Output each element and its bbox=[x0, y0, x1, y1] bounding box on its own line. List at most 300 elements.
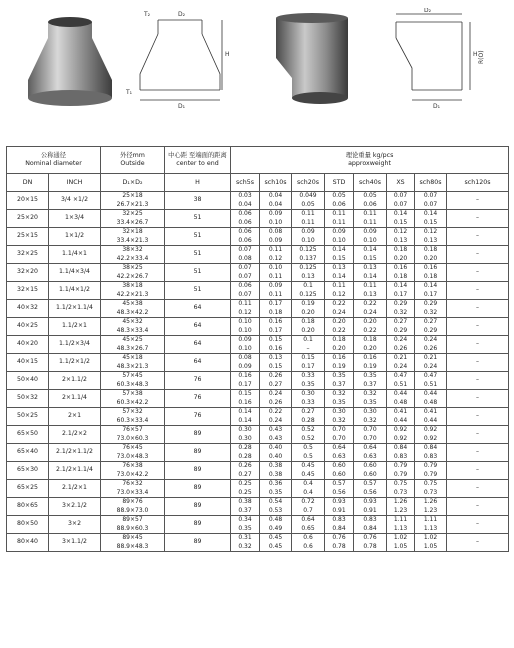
xs-cell-line-2: 0.32 bbox=[393, 308, 408, 316]
sch40s-cell-line-2: 0.35 bbox=[363, 398, 377, 406]
std-cell-line-1: 0.70 bbox=[332, 426, 346, 434]
sch80s-cell-line-2: 1.23 bbox=[423, 506, 438, 514]
xs-cell-line-1: 0.16 bbox=[393, 264, 408, 272]
std-cell bbox=[325, 210, 354, 228]
sch20s-cell bbox=[292, 516, 325, 534]
dn-cell bbox=[7, 246, 49, 264]
table-row bbox=[7, 480, 509, 498]
std-cell-line-2: 0.22 bbox=[332, 326, 346, 334]
outside-cell bbox=[101, 354, 165, 372]
std-cell bbox=[325, 300, 354, 318]
sch40s-cell bbox=[354, 462, 387, 480]
std-cell-line-1: 0.13 bbox=[332, 264, 346, 272]
sch40s-cell-line-2: 0.24 bbox=[363, 308, 377, 316]
sch10s-cell bbox=[260, 318, 292, 336]
sch5s-cell-line-2: 0.17 bbox=[238, 380, 252, 388]
sch10s-cell-line-2: 0.43 bbox=[268, 434, 283, 442]
sch5s-cell-line-1: 0.15 bbox=[238, 390, 252, 398]
sch10s-cell-line-2: 0.18 bbox=[268, 308, 283, 316]
std-cell-line-1: 0.76 bbox=[332, 534, 346, 542]
sch5s-cell-line-2: 0.09 bbox=[238, 362, 252, 370]
std-cell-line-2: 0.63 bbox=[332, 452, 346, 460]
std-cell bbox=[325, 498, 354, 516]
sch10s-cell bbox=[260, 390, 292, 408]
std-cell bbox=[325, 354, 354, 372]
h-cell bbox=[165, 426, 231, 444]
sch40s-cell-line-2: 0.15 bbox=[363, 254, 377, 262]
dn-cell bbox=[7, 354, 49, 372]
sch10s-cell-line-1: 0.38 bbox=[268, 462, 283, 470]
col-sch20s: sch20s bbox=[292, 174, 325, 192]
h-cell bbox=[165, 408, 231, 426]
sch20s-cell-line-2: 0.20 bbox=[301, 326, 315, 334]
sch5s-cell-line-2: 0.32 bbox=[238, 542, 252, 550]
inch-cell bbox=[49, 228, 101, 246]
sch20s-cell-line-2: 0.20 bbox=[301, 308, 315, 316]
outside-cell-line-1: 89×76 bbox=[122, 498, 143, 506]
concentric-reducer-photo bbox=[20, 8, 120, 112]
outside-cell-line-2: 33.4×21.3 bbox=[116, 236, 149, 244]
sch10s-cell-line-1: 0.09 bbox=[268, 282, 283, 290]
h-cell bbox=[165, 336, 231, 354]
table-row bbox=[7, 210, 509, 228]
h-cell bbox=[165, 498, 231, 516]
std-cell-line-1: 0.22 bbox=[332, 300, 346, 308]
sch20s-cell bbox=[292, 372, 325, 390]
outside-cell-line-1: 89×45 bbox=[122, 534, 143, 542]
inch-cell-line-1: 3×1.1/2 bbox=[62, 538, 87, 546]
sch80s-cell-line-1: 1.02 bbox=[423, 534, 438, 542]
sch80s-cell-line-1: 0.92 bbox=[423, 426, 438, 434]
sch10s-cell bbox=[260, 336, 292, 354]
sch80s-cell-line-1: 0.41 bbox=[423, 408, 438, 416]
sch5s-cell-line-1: 0.07 bbox=[238, 264, 252, 272]
sch20s-cell bbox=[292, 426, 325, 444]
sch20s-cell-line-2: 0.65 bbox=[301, 524, 315, 532]
sch80s-cell bbox=[415, 210, 447, 228]
sch40s-cell bbox=[354, 264, 387, 282]
std-cell-line-1: 0.11 bbox=[332, 282, 346, 290]
xs-cell-line-2: 0.51 bbox=[393, 380, 408, 388]
sch5s-cell bbox=[231, 336, 260, 354]
sch5s-cell bbox=[231, 516, 260, 534]
nominal-diameter-header bbox=[7, 147, 101, 174]
sch20s-cell-line-1: 0.11 bbox=[301, 210, 315, 218]
std-cell-line-1: 0.83 bbox=[332, 516, 346, 524]
xs-cell-line-1: 0.07 bbox=[393, 192, 408, 200]
sch80s-cell bbox=[415, 282, 447, 300]
inch-cell-line-1: 2×1.1/4 bbox=[62, 394, 87, 402]
std-cell-line-1: 0.16 bbox=[332, 354, 346, 362]
outside-cell-line-2: 48.3×42.2 bbox=[116, 308, 149, 316]
dn-cell-line-1: 50×40 bbox=[17, 376, 38, 384]
sch5s-cell-line-2: 0.28 bbox=[238, 452, 252, 460]
sch5s-cell-line-1: 0.26 bbox=[238, 462, 252, 470]
h-cell-line-1: 89 bbox=[193, 484, 202, 492]
outside-cell-line-2: 88.9×48.3 bbox=[116, 542, 149, 550]
inch-cell-line-1: 1×1/2 bbox=[64, 232, 85, 240]
outside-cell-line-2: 88.9×73.0 bbox=[116, 506, 149, 514]
nominal-en: Nominal diameter bbox=[25, 160, 82, 167]
sch10s-cell bbox=[260, 498, 292, 516]
xs-cell-line-2: 0.48 bbox=[393, 398, 408, 406]
xs-cell bbox=[387, 408, 415, 426]
sch20s-cell bbox=[292, 444, 325, 462]
sch80s-cell-line-1: 0.44 bbox=[423, 390, 438, 398]
sch120s-cell-line-1: – bbox=[476, 430, 480, 438]
table-row bbox=[7, 264, 509, 282]
table-row bbox=[7, 498, 509, 516]
table-row bbox=[7, 534, 509, 552]
xs-cell-line-2: 0.18 bbox=[393, 272, 408, 280]
sch20s-cell-line-1: 0.18 bbox=[301, 318, 315, 326]
outside-cell-line-1: 76×45 bbox=[122, 444, 143, 452]
std-cell bbox=[325, 516, 354, 534]
sch80s-cell bbox=[415, 264, 447, 282]
sch5s-cell-line-2: 0.07 bbox=[238, 272, 252, 280]
xs-cell-line-2: 0.17 bbox=[393, 290, 408, 298]
inch-cell bbox=[49, 462, 101, 480]
xs-cell-line-1: 0.79 bbox=[393, 462, 408, 470]
outside-cell bbox=[101, 534, 165, 552]
h-cell-line-1: 51 bbox=[193, 286, 202, 294]
sch20s-cell bbox=[292, 228, 325, 246]
sch120s-cell-line-1: – bbox=[476, 358, 480, 366]
sch80s-cell-line-1: 0.12 bbox=[423, 228, 438, 236]
dn-cell-line-1: 25×15 bbox=[17, 232, 38, 240]
std-cell bbox=[325, 408, 354, 426]
sch20s-cell bbox=[292, 408, 325, 426]
sch10s-cell-line-1: 0.10 bbox=[268, 264, 283, 272]
sch40s-cell-line-1: 0.18 bbox=[363, 336, 377, 344]
sch5s-cell bbox=[231, 444, 260, 462]
std-cell-line-2: 0.32 bbox=[332, 416, 346, 424]
outside-cell-line-1: 38×25 bbox=[122, 264, 143, 272]
sch40s-cell bbox=[354, 498, 387, 516]
sch20s-cell-line-2: – bbox=[306, 344, 310, 352]
outside-cell bbox=[101, 228, 165, 246]
std-cell-line-1: 0.32 bbox=[332, 390, 346, 398]
inch-cell-line-1: 3×2 bbox=[67, 520, 82, 528]
outside-cell-line-2: 42.2×21.3 bbox=[116, 290, 149, 298]
sch5s-cell-line-1: 0.28 bbox=[238, 444, 252, 452]
std-cell-line-2: 0.10 bbox=[332, 236, 346, 244]
outside-en: Outside bbox=[120, 160, 145, 167]
sch120s-cell-line-1: – bbox=[476, 322, 480, 330]
sch5s-cell bbox=[231, 318, 260, 336]
outside-cell-line-1: 32×18 bbox=[122, 228, 143, 236]
sch10s-cell-line-2: 0.53 bbox=[268, 506, 283, 514]
dn-cell-line-1: 40×25 bbox=[17, 322, 38, 330]
inch-cell bbox=[49, 444, 101, 462]
dn-cell-line-1: 65×25 bbox=[17, 484, 38, 492]
d2-label-2: D₂ bbox=[424, 8, 432, 14]
sch40s-cell-line-1: 0.35 bbox=[363, 372, 377, 380]
inch-cell-line-1: 2×1.1/2 bbox=[62, 376, 87, 384]
inch-cell-line-1: 2×1 bbox=[67, 412, 82, 420]
sch5s-cell bbox=[231, 300, 260, 318]
inch-cell-line-1: 2.1/2×2 bbox=[62, 430, 87, 438]
col-xs: XS bbox=[387, 174, 415, 192]
sch80s-cell-line-1: 0.79 bbox=[423, 462, 438, 470]
dn-cell bbox=[7, 372, 49, 390]
table-row bbox=[7, 246, 509, 264]
sch20s-cell-line-1: 0.6 bbox=[303, 534, 313, 542]
outside-cell-line-2: 42.2×26.7 bbox=[116, 272, 149, 280]
sch20s-cell bbox=[292, 192, 325, 210]
table-row bbox=[7, 354, 509, 372]
sch10s-cell-line-1: 0.36 bbox=[268, 480, 283, 488]
outside-cell bbox=[101, 480, 165, 498]
inch-cell bbox=[49, 282, 101, 300]
sch20s-cell bbox=[292, 264, 325, 282]
std-cell bbox=[325, 390, 354, 408]
sch40s-cell bbox=[354, 192, 387, 210]
sch120s-cell bbox=[447, 300, 509, 318]
sch40s-cell-line-1: 0.60 bbox=[363, 462, 377, 470]
std-cell bbox=[325, 282, 354, 300]
inch-cell bbox=[49, 300, 101, 318]
sch120s-cell bbox=[447, 516, 509, 534]
h-cell-line-1: 64 bbox=[193, 304, 202, 312]
xs-cell-line-1: 0.29 bbox=[393, 300, 408, 308]
sch10s-cell-line-2: 0.09 bbox=[268, 236, 283, 244]
sch10s-cell-line-1: 0.54 bbox=[268, 498, 283, 506]
sch10s-cell bbox=[260, 462, 292, 480]
sch20s-cell-line-1: 0.30 bbox=[301, 390, 315, 398]
sch5s-cell-line-1: 0.09 bbox=[238, 336, 252, 344]
std-cell-line-1: 0.20 bbox=[332, 318, 346, 326]
xs-cell-line-2: 0.13 bbox=[393, 236, 408, 244]
sch40s-cell-line-1: 0.32 bbox=[363, 390, 377, 398]
sch20s-cell-line-1: 0.72 bbox=[301, 498, 315, 506]
sch80s-cell-line-2: 0.83 bbox=[423, 452, 438, 460]
outside-cell-line-1: 76×32 bbox=[122, 480, 143, 488]
xs-cell bbox=[387, 444, 415, 462]
std-cell-line-2: 0.24 bbox=[332, 308, 346, 316]
sch40s-cell bbox=[354, 480, 387, 498]
sch120s-cell-line-1: – bbox=[476, 376, 480, 384]
d2-label: D₂ bbox=[178, 11, 186, 18]
dn-cell bbox=[7, 300, 49, 318]
sch40s-cell-line-2: 0.84 bbox=[363, 524, 377, 532]
sch20s-cell-line-2: 0.33 bbox=[301, 398, 315, 406]
sch120s-cell-line-1: – bbox=[476, 286, 480, 294]
sch20s-cell-line-1: 0.125 bbox=[299, 264, 317, 272]
dn-cell bbox=[7, 444, 49, 462]
sch5s-cell-line-2: 0.07 bbox=[238, 290, 252, 298]
sch5s-cell-line-1: 0.06 bbox=[238, 228, 252, 236]
sch20s-cell-line-2: 0.137 bbox=[299, 254, 317, 262]
col-sch5s: sch5s bbox=[231, 174, 260, 192]
inch-cell bbox=[49, 372, 101, 390]
outside-header bbox=[101, 147, 165, 174]
sch10s-cell-line-1: 0.16 bbox=[268, 318, 283, 326]
h-cell-line-1: 51 bbox=[193, 250, 202, 258]
sch80s-cell bbox=[415, 408, 447, 426]
dn-cell-line-1: 80×65 bbox=[17, 502, 38, 510]
sch120s-cell-line-1: – bbox=[476, 232, 480, 240]
std-cell-line-2: 0.70 bbox=[332, 434, 346, 442]
sch120s-cell-line-1: – bbox=[476, 502, 480, 510]
sch10s-cell-line-2: 0.16 bbox=[268, 344, 283, 352]
table-row bbox=[7, 516, 509, 534]
sch5s-cell-line-2: 0.10 bbox=[238, 344, 252, 352]
outside-cell-line-2: 60.3×33.4 bbox=[116, 416, 149, 424]
eccentric-reducer-drawing bbox=[378, 8, 508, 112]
dn-cell bbox=[7, 462, 49, 480]
dn-cell-line-1: 50×32 bbox=[17, 394, 38, 402]
sch20s-cell-line-2: 0.125 bbox=[299, 290, 317, 298]
d1-label-2: D₁ bbox=[433, 103, 441, 110]
sch5s-cell-line-1: 0.11 bbox=[238, 300, 252, 308]
sch80s-cell-line-1: 0.16 bbox=[423, 264, 438, 272]
sch40s-cell bbox=[354, 246, 387, 264]
table-row bbox=[7, 390, 509, 408]
h-cell-line-1: 51 bbox=[193, 214, 202, 222]
sch20s-cell-line-2: 0.6 bbox=[303, 542, 313, 550]
inch-cell bbox=[49, 516, 101, 534]
sch10s-cell bbox=[260, 372, 292, 390]
outside-cell-line-1: 38×18 bbox=[122, 282, 143, 290]
sch40s-cell bbox=[354, 372, 387, 390]
sch80s-cell-line-2: 0.13 bbox=[423, 236, 438, 244]
sch80s-cell-line-1: 0.18 bbox=[423, 246, 438, 254]
sch40s-cell bbox=[354, 390, 387, 408]
xs-cell-line-1: 0.47 bbox=[393, 372, 408, 380]
sch20s-cell-line-1: 0.4 bbox=[303, 480, 313, 488]
std-cell bbox=[325, 192, 354, 210]
sch5s-cell bbox=[231, 534, 260, 552]
dn-cell-line-1: 80×50 bbox=[17, 520, 38, 528]
sch40s-cell-line-2: 0.22 bbox=[363, 326, 377, 334]
std-cell bbox=[325, 336, 354, 354]
dn-cell-line-1: 40×15 bbox=[17, 358, 38, 366]
std-cell bbox=[325, 318, 354, 336]
inch-cell bbox=[49, 264, 101, 282]
outside-cell bbox=[101, 318, 165, 336]
sch40s-cell-line-1: 0.64 bbox=[363, 444, 377, 452]
sch120s-cell bbox=[447, 426, 509, 444]
table-row bbox=[7, 300, 509, 318]
sch5s-cell-line-2: 0.04 bbox=[238, 200, 252, 208]
dn-cell-line-1: 32×15 bbox=[17, 286, 38, 294]
sch20s-cell-line-1: 0.52 bbox=[301, 426, 315, 434]
sch40s-cell-line-1: 0.11 bbox=[363, 282, 377, 290]
sch120s-cell-line-1: – bbox=[476, 520, 480, 528]
outside-cell-line-1: 45×32 bbox=[122, 318, 143, 326]
outside-cell bbox=[101, 192, 165, 210]
xs-cell bbox=[387, 300, 415, 318]
std-cell-line-2: 0.56 bbox=[332, 488, 346, 496]
sch10s-cell-line-1: 0.48 bbox=[268, 516, 283, 524]
xs-cell-line-1: 1.02 bbox=[393, 534, 408, 542]
outside-cell bbox=[101, 444, 165, 462]
sch80s-cell-line-2: 0.18 bbox=[423, 272, 438, 280]
sch80s-cell-line-2: 0.48 bbox=[423, 398, 438, 406]
dn-cell bbox=[7, 408, 49, 426]
sch80s-cell-line-1: 0.75 bbox=[423, 480, 438, 488]
sch10s-cell-line-2: 0.26 bbox=[268, 398, 283, 406]
outside-cell-line-2: 48.3×33.4 bbox=[116, 326, 149, 334]
sch80s-cell-line-1: 0.07 bbox=[423, 192, 438, 200]
sch5s-cell-line-2: 0.25 bbox=[238, 488, 252, 496]
xs-cell-line-1: 0.18 bbox=[393, 246, 408, 254]
sch5s-cell bbox=[231, 426, 260, 444]
std-cell bbox=[325, 246, 354, 264]
sch40s-cell-line-2: 0.63 bbox=[363, 452, 377, 460]
sch5s-cell-line-2: 0.37 bbox=[238, 506, 252, 514]
xs-cell-line-2: 0.07 bbox=[393, 200, 408, 208]
outside-cell-line-1: 76×57 bbox=[122, 426, 143, 434]
h-cell-line-1: 64 bbox=[193, 340, 202, 348]
xs-cell-line-1: 0.92 bbox=[393, 426, 408, 434]
xs-cell bbox=[387, 498, 415, 516]
sch10s-cell bbox=[260, 516, 292, 534]
col-dn: DN bbox=[7, 174, 49, 192]
h-cell bbox=[165, 516, 231, 534]
sch5s-cell-line-1: 0.38 bbox=[238, 498, 252, 506]
h-label-2: H bbox=[473, 51, 478, 58]
sch40s-cell-line-1: 0.13 bbox=[363, 264, 377, 272]
outside-cell bbox=[101, 282, 165, 300]
sch80s-cell-line-2: 0.07 bbox=[423, 200, 438, 208]
sch5s-cell-line-2: 0.12 bbox=[238, 308, 252, 316]
h-cell-line-1: 64 bbox=[193, 322, 202, 330]
sch5s-cell bbox=[231, 390, 260, 408]
h-cell-line-1: 64 bbox=[193, 358, 202, 366]
sch120s-cell-line-1: – bbox=[476, 304, 480, 312]
dn-cell-line-1: 40×32 bbox=[17, 304, 38, 312]
sch20s-cell-line-1: 0.19 bbox=[301, 300, 315, 308]
col-sch120s: sch120s bbox=[447, 174, 509, 192]
col-sch40s: sch40s bbox=[354, 174, 387, 192]
nominal-cn: 公称通径 bbox=[40, 152, 67, 159]
table-row bbox=[7, 372, 509, 390]
xs-cell-line-1: 0.12 bbox=[393, 228, 408, 236]
inch-cell bbox=[49, 210, 101, 228]
sch80s-cell-line-2: 0.26 bbox=[423, 344, 438, 352]
sch5s-cell bbox=[231, 228, 260, 246]
xs-cell-line-2: 0.92 bbox=[393, 434, 408, 442]
std-cell-line-2: 0.11 bbox=[332, 218, 346, 226]
sch10s-cell-line-1: 0.43 bbox=[268, 426, 283, 434]
sch120s-cell bbox=[447, 444, 509, 462]
sch10s-cell bbox=[260, 426, 292, 444]
sch5s-cell bbox=[231, 210, 260, 228]
table-row bbox=[7, 462, 509, 480]
sch20s-cell-line-2: 0.28 bbox=[301, 416, 315, 424]
outside-cell-line-1: 32×25 bbox=[122, 210, 143, 218]
sch80s-cell-line-1: 0.24 bbox=[423, 336, 438, 344]
sch10s-cell-line-1: 0.17 bbox=[268, 300, 283, 308]
xs-cell-line-1: 0.44 bbox=[393, 390, 408, 398]
std-cell-line-1: 0.18 bbox=[332, 336, 346, 344]
std-cell bbox=[325, 534, 354, 552]
sch5s-cell-line-2: 0.35 bbox=[238, 524, 252, 532]
sch40s-cell-line-1: 0.93 bbox=[363, 498, 377, 506]
sch5s-cell-line-2: 0.10 bbox=[238, 326, 252, 334]
sch10s-cell bbox=[260, 534, 292, 552]
sch10s-cell bbox=[260, 300, 292, 318]
xs-cell bbox=[387, 516, 415, 534]
sch40s-cell bbox=[354, 426, 387, 444]
sch120s-cell-line-1: – bbox=[476, 466, 480, 474]
sch5s-cell bbox=[231, 498, 260, 516]
outside-cell-line-2: 26.7×21.3 bbox=[116, 200, 149, 208]
sch10s-cell bbox=[260, 354, 292, 372]
sch10s-cell-line-2: 0.12 bbox=[268, 254, 283, 262]
